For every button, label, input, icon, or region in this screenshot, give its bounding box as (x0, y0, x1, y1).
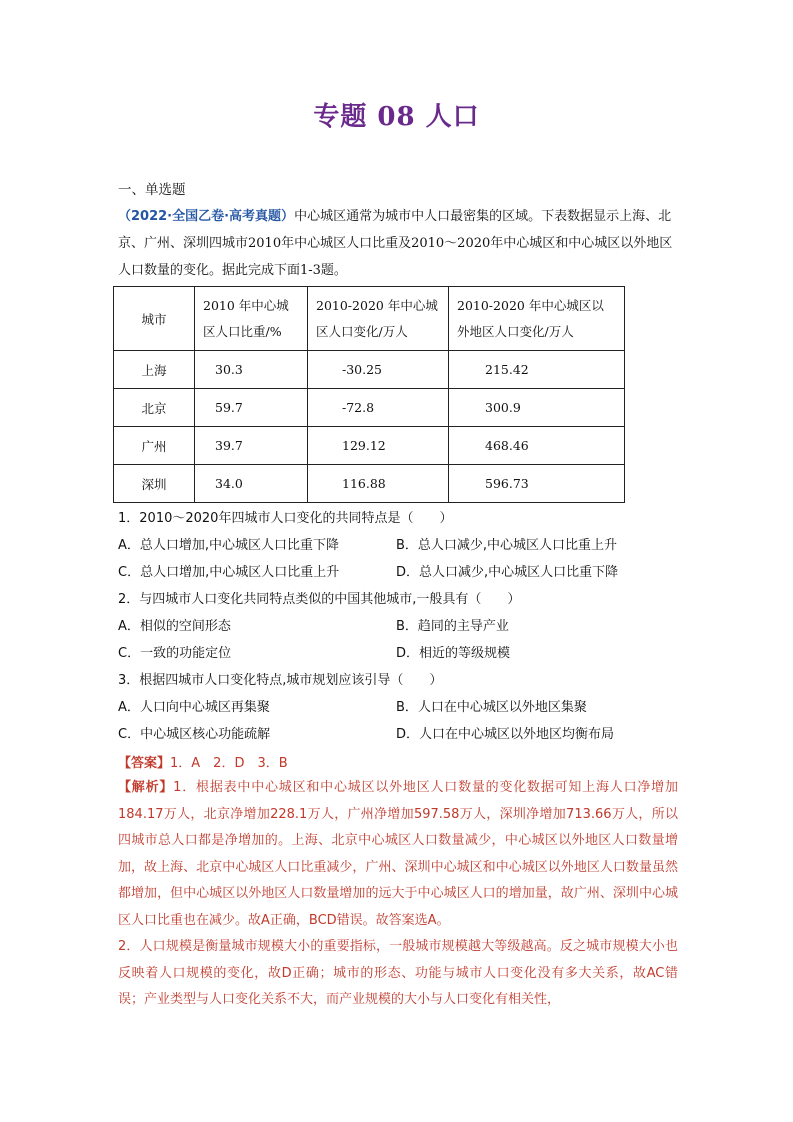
table-header-cell: 2010-2020 年中心城区人口变化/万人 (308, 287, 449, 351)
table-row (114, 465, 625, 503)
table-cell: 596.73 (449, 465, 625, 503)
intro-text: 中心城区通常为城市中人口最密集的区域。下表数据显示上海、北京、广州、深圳四城市2010年中心城区人口比重及2010～2020年中心城区和中心城区以外地区人口数量的变化。据此完成下面1-3题。 (118, 209, 673, 278)
question-option[interactable]: D．相近的等级规模 (396, 646, 511, 661)
question-option[interactable]: A．相似的空间形态 (118, 619, 231, 634)
question-stem: 3．根据四城市人口变化特点,城市规划应该引导（ ） (118, 673, 443, 688)
table-cell: 468.46 (449, 427, 625, 465)
section-heading: 一、单选题 (118, 182, 186, 198)
table-cell: 北京 (114, 389, 195, 427)
question-intro (118, 203, 673, 284)
question-source: （2022·全国乙卷·高考真题） (118, 209, 295, 224)
question-option[interactable]: A．总人口增加,中心城区人口比重下降 (118, 538, 340, 553)
table-header-cell: 2010-2020 年中心城区以外地区人口变化/万人 (449, 287, 625, 351)
table-cell: 59.7 (195, 389, 308, 427)
table-cell: 39.7 (195, 427, 308, 465)
analysis-paragraph: 2．人口规模是衡量城市规模大小的重要指标，一般城市规模越大等级越高。反之城市规模大小也反映着人口规模的变化，故D正确；城市的形态、功能与城市人口变化没有多大关系，故AC错误；产业类型与人口变化关系不大，而产业规模的大小与人口变化有相关性， (118, 939, 678, 1007)
table-cell: 300.9 (449, 389, 625, 427)
table-cell: 30.3 (195, 351, 308, 389)
table-row (114, 351, 625, 389)
analysis-block (118, 775, 678, 1014)
table-header-cell: 2010 年中心城区人口比重/% (195, 287, 308, 351)
table-cell: 上海 (114, 351, 195, 389)
question-option[interactable]: A．人口向中心城区再集聚 (118, 700, 270, 715)
table-header-row (114, 287, 625, 351)
answer-text: 1．A 2．D 3．B (170, 756, 288, 771)
page-title: 专题 08 人口 (313, 102, 480, 132)
table-row (114, 427, 625, 465)
answer-label: 【答案】 (118, 756, 171, 771)
table-header-cell: 城市 (114, 287, 195, 351)
answer-line (118, 752, 288, 771)
question-option[interactable]: B．总人口减少,中心城区人口比重上升 (396, 538, 618, 553)
question-option[interactable]: B．人口在中心城区以外地区集聚 (396, 700, 587, 715)
table-cell: 129.12 (308, 427, 449, 465)
table-cell: 34.0 (195, 465, 308, 503)
analysis-label: 【解析】 (118, 780, 174, 795)
table-cell: 深圳 (114, 465, 195, 503)
table-row (114, 389, 625, 427)
question-option[interactable]: B．趋同的主导产业 (396, 619, 509, 634)
analysis-text: 1．根据表中中心城区和中心城区以外地区人口数量的变化数据可知上海人口净增加184.17万人，北京净增加228.1万人，广州净增加597.58万人，深圳净增加713.66万人，所以四城市总人口都是净增加的。上海、北京中心城区人口数量减少，中心城区以外地区人口数量增加，故上海、北京中心城区人口比重减少，广州、深圳中心城区和中心城区以外地区人口数量虽然都增加，但中心城区以外地区人口数量增加的远大于中心城区人口的增加量，故广州、深圳中心城区人口比重也在减少。故A正确，BCD错误。故答案选A。 (118, 780, 678, 928)
question-option[interactable]: D．总人口减少,中心城区人口比重下降 (396, 565, 619, 580)
table-cell: 215.42 (449, 351, 625, 389)
table-cell: -72.8 (308, 389, 449, 427)
question-option[interactable]: C．一致的功能定位 (118, 646, 232, 661)
table-cell: -30.25 (308, 351, 449, 389)
table-cell: 116.88 (308, 465, 449, 503)
table-cell: 广州 (114, 427, 195, 465)
question-option[interactable]: C．中心城区核心功能疏解 (118, 727, 271, 742)
population-table (113, 286, 625, 503)
question-option[interactable]: D．人口在中心城区以外地区均衡布局 (396, 727, 615, 742)
analysis-paragraph (118, 775, 678, 934)
question-stem: 1．2010～2020年四城市人口变化的共同特点是（ ） (118, 511, 453, 526)
question-stem: 2．与四城市人口变化共同特点类似的中国其他城市,一般具有（ ） (118, 592, 521, 607)
question-option[interactable]: C．总人口增加,中心城区人口比重上升 (118, 565, 340, 580)
